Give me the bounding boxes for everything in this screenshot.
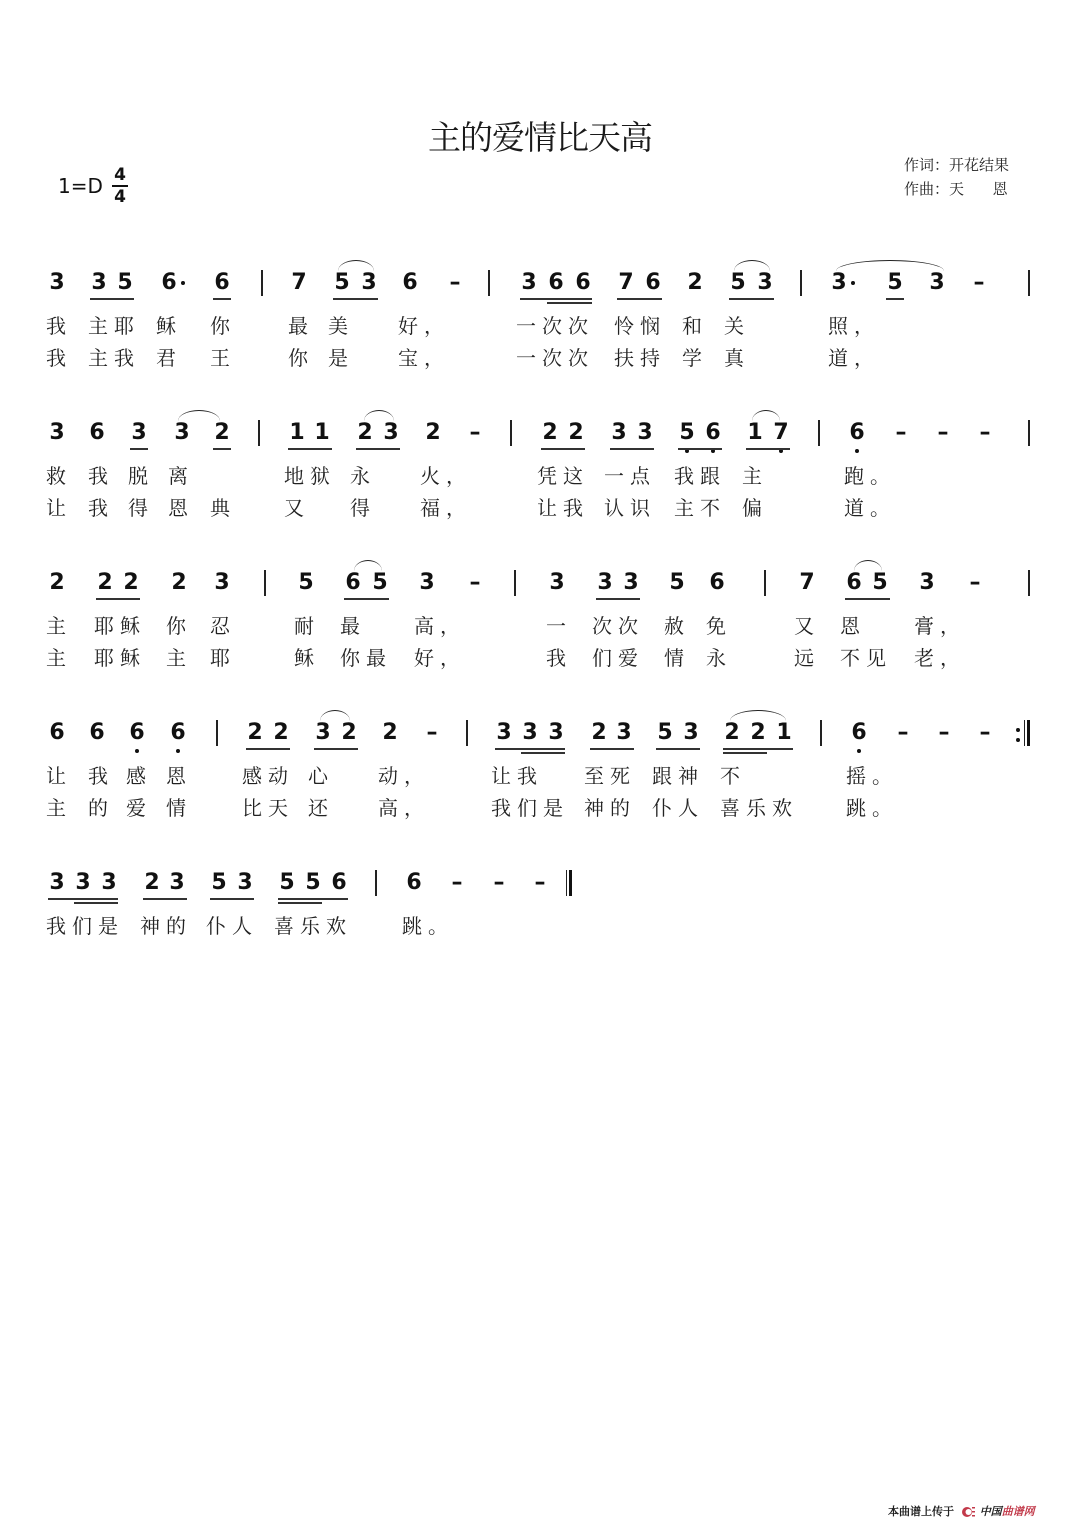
lyric-syllable: 免 <box>706 614 732 638</box>
note: 1 <box>776 720 792 745</box>
note: 3 <box>49 270 65 295</box>
dash-sustain: – <box>969 570 981 595</box>
lyric-syllable: 离 <box>168 464 194 488</box>
lyric-syllable: 喜乐欢 <box>274 914 352 938</box>
lyric-syllable: 最 <box>340 614 366 638</box>
note: 5 <box>372 570 388 595</box>
lyric-syllable: 仆人 <box>206 914 258 938</box>
note: 5 <box>887 270 903 295</box>
beam-underline <box>278 898 348 900</box>
note: 6 <box>548 270 564 295</box>
note: 2 <box>591 720 607 745</box>
lyric-syllable: 远 <box>794 646 820 670</box>
barline <box>820 720 822 746</box>
lyric-syllable: 主我 <box>88 346 140 370</box>
repeat-barline-thin <box>1024 720 1025 746</box>
lyric-syllable: 主 <box>46 614 72 638</box>
lyric-syllable: 主 <box>46 796 72 820</box>
note: 6 <box>575 270 591 295</box>
note: 2 <box>341 720 357 745</box>
lyric-syllable: 你 <box>288 346 314 370</box>
note: 2 <box>542 420 558 445</box>
time-signature <box>112 166 128 206</box>
note: 3 <box>361 270 377 295</box>
slur-tie <box>854 560 882 571</box>
note: 3 <box>91 270 107 295</box>
lyric-syllable: 我 <box>546 646 572 670</box>
lyric-syllable: 动， <box>378 764 430 788</box>
lyric-syllable: 赦 <box>664 614 690 638</box>
barline <box>800 270 802 296</box>
beam-underline <box>48 898 118 900</box>
dash-sustain: – <box>979 720 991 745</box>
note: 2 <box>144 870 160 895</box>
lyric-syllable: 的 <box>88 796 114 820</box>
note: 6 <box>704 418 722 448</box>
beam-underline <box>520 298 592 300</box>
beam-underline <box>729 298 774 300</box>
note: 3 <box>637 420 653 445</box>
credits <box>904 153 1009 201</box>
note: 1 <box>747 420 763 445</box>
beam-underline <box>90 298 134 300</box>
final-barline-thick <box>569 870 572 896</box>
lyric-syllable: 我 <box>46 314 72 338</box>
score-row <box>0 418 1080 548</box>
dash-sustain: – <box>895 420 907 445</box>
dash-sustain: – <box>449 270 461 295</box>
note: 3 <box>131 420 147 445</box>
score-row <box>0 718 1080 848</box>
lyric-syllable: 主 <box>166 646 192 670</box>
lyric-syllable: 一点 <box>604 464 656 488</box>
lyric-syllable: 永 <box>350 464 376 488</box>
lyric-syllable: 最 <box>288 314 314 338</box>
note: 2 <box>357 420 373 445</box>
lyric-syllable: 仆人 <box>652 796 704 820</box>
score-row <box>0 268 1080 398</box>
lyric-syllable: 神的 <box>140 914 192 938</box>
barline <box>264 570 266 596</box>
note: 3 <box>623 570 639 595</box>
note: 5 <box>657 720 673 745</box>
lyric-syllable: 跑。 <box>844 464 896 488</box>
barline <box>216 720 218 746</box>
beam-underline <box>213 448 231 450</box>
lyric-syllable: 我跟 <box>674 464 726 488</box>
barline <box>488 270 490 296</box>
lyric-syllable: 膏， <box>914 614 966 638</box>
note: 2 <box>750 720 766 745</box>
lyric-syllable: 比天 <box>242 796 294 820</box>
lyric-syllable: 道， <box>828 346 880 370</box>
lyric-syllable: 高， <box>378 796 430 820</box>
time-denominator: 4 <box>114 187 126 207</box>
lyric-syllable: 脱 <box>128 464 154 488</box>
lyric-syllable: 我 <box>88 496 114 520</box>
lyric-syllable: 让我 <box>491 764 543 788</box>
note: 3 <box>315 720 331 745</box>
note: 6 <box>846 570 862 595</box>
lyric-syllable: 扶持 <box>614 346 666 370</box>
lyric-syllable: 得 <box>128 496 154 520</box>
lower-octave-dot <box>176 749 180 753</box>
lyric-syllable: 让我 <box>537 496 589 520</box>
dash-sustain: – <box>451 870 463 895</box>
note: 2 <box>425 420 441 445</box>
lyric-syllable: 怜悯 <box>614 314 666 338</box>
note: 3 <box>757 270 773 295</box>
lyric-syllable: 好， <box>398 314 450 338</box>
lyric-syllable: 真 <box>724 346 750 370</box>
score-row <box>0 568 1080 698</box>
time-numerator: 4 <box>114 165 126 185</box>
dash-sustain: – <box>469 420 481 445</box>
lower-octave-dot <box>135 749 139 753</box>
lyric-syllable: 我们是 <box>46 914 124 938</box>
beam-underline <box>333 298 378 300</box>
lyric-syllable: 好， <box>414 646 466 670</box>
note: 1 <box>289 420 305 445</box>
beam-underline <box>130 448 148 450</box>
note: 6 <box>848 418 866 448</box>
note: 3 <box>597 570 613 595</box>
barline <box>818 420 820 446</box>
dash-sustain: – <box>973 270 985 295</box>
note: 3 <box>496 720 512 745</box>
lyric-syllable: 不见 <box>840 646 892 670</box>
note: 6 <box>214 270 230 295</box>
note: 3 <box>214 570 230 595</box>
lyric-syllable: 情 <box>664 646 690 670</box>
note: 3 <box>522 720 538 745</box>
note: 6 <box>169 718 187 748</box>
barline <box>764 570 766 596</box>
brand-name-red: 曲谱网 <box>1001 1505 1035 1518</box>
lyric-syllable: 你 <box>166 614 192 638</box>
lyric-syllable: 摇。 <box>846 764 898 788</box>
lyric-syllable: 高， <box>414 614 466 638</box>
lyric-syllable: 心 <box>308 764 334 788</box>
composer: 作曲：天 恩 <box>904 180 1008 198</box>
lyric-syllable: 们爱 <box>592 646 644 670</box>
note: 2 <box>568 420 584 445</box>
dash-sustain: – <box>897 720 909 745</box>
note: 5 <box>678 418 696 448</box>
lyric-syllable: 主不 <box>674 496 726 520</box>
dash-sustain: – <box>493 870 505 895</box>
lyric-syllable: 一次次 <box>516 314 594 338</box>
barline <box>261 270 263 296</box>
note: 6 <box>89 720 105 745</box>
barline <box>466 720 468 746</box>
note: 2 <box>49 570 65 595</box>
lyric-syllable: 关 <box>724 314 750 338</box>
lyric-syllable: 跳。 <box>402 914 454 938</box>
barline <box>375 870 377 896</box>
lyric-syllable: 福， <box>420 496 472 520</box>
note: 5 <box>279 870 295 895</box>
brand-logo-icon <box>962 1506 976 1518</box>
note: 3 <box>548 720 564 745</box>
barline <box>1028 420 1030 446</box>
lyric-syllable: 和 <box>682 314 708 338</box>
note: 2 <box>273 720 289 745</box>
beam-underline <box>678 448 722 450</box>
note: 6 <box>406 870 422 895</box>
lyric-syllable: 恩 <box>168 496 194 520</box>
lyric-syllable: 你最 <box>340 646 392 670</box>
lyric-syllable: 耶稣 <box>94 614 146 638</box>
lyric-syllable: 耶稣 <box>94 646 146 670</box>
lyric-syllable: 我 <box>46 346 72 370</box>
lyric-syllable: 次次 <box>592 614 644 638</box>
lower-octave-dot <box>855 449 859 453</box>
dash-sustain: – <box>938 720 950 745</box>
lyric-syllable: 稣 <box>294 646 320 670</box>
note: 5 <box>730 270 746 295</box>
lyric-syllable: 还 <box>308 796 334 820</box>
beam-underline <box>617 298 662 300</box>
beam-underline <box>596 598 640 600</box>
beam-underline <box>845 598 890 600</box>
note: 6 <box>709 570 725 595</box>
lyric-syllable: 我们是 <box>491 796 569 820</box>
barline <box>510 420 512 446</box>
note: 6 <box>128 718 146 748</box>
beam-underline <box>547 302 592 304</box>
lyricist: 作词：开花结果 <box>904 156 1010 174</box>
note: 3 <box>929 270 945 295</box>
beam-underline <box>344 598 389 600</box>
lyric-syllable: 感动 <box>242 764 294 788</box>
lyric-syllable: 感 <box>126 764 152 788</box>
dash-sustain: – <box>979 420 991 445</box>
note: 6 <box>850 718 868 748</box>
note: 2 <box>382 720 398 745</box>
note: 5 <box>117 270 133 295</box>
note: 5 <box>872 570 888 595</box>
beam-underline <box>356 448 400 450</box>
footer-watermark <box>888 1503 1035 1519</box>
lyric-syllable: 火， <box>420 464 472 488</box>
lyric-syllable: 凭这 <box>537 464 589 488</box>
note: 3 <box>383 420 399 445</box>
note: 2 <box>97 570 113 595</box>
dash-sustain: – <box>534 870 546 895</box>
lyric-syllable: 主 <box>46 646 72 670</box>
lyric-syllable: 又 <box>794 614 820 638</box>
key-label: 1=D <box>58 174 103 198</box>
note: 3 <box>831 270 847 295</box>
note: 3 <box>49 870 65 895</box>
beam-underline <box>74 902 118 904</box>
slur-tie <box>354 560 382 571</box>
lyric-syllable: 跳。 <box>846 796 898 820</box>
lyric-syllable: 又 <box>284 496 310 520</box>
lyric-syllable: 君 <box>156 346 182 370</box>
slur-tie <box>836 260 944 271</box>
beam-underline <box>590 748 634 750</box>
lyric-syllable: 喜乐欢 <box>720 796 798 820</box>
note: 7 <box>772 418 790 448</box>
lyric-syllable: 稣 <box>156 314 182 338</box>
brand-name-dark: 中国 <box>979 1505 1002 1518</box>
lyric-syllable: 得 <box>350 496 376 520</box>
note: 3 <box>549 570 565 595</box>
note: 5 <box>298 570 314 595</box>
note: 2 <box>687 270 703 295</box>
lyric-syllable: 永 <box>706 646 732 670</box>
barline <box>1028 270 1030 296</box>
lyric-syllable: 恩 <box>840 614 866 638</box>
note: 3 <box>611 420 627 445</box>
lyric-syllable: 道。 <box>844 496 896 520</box>
final-barline-thin <box>566 870 567 896</box>
lyric-syllable: 一次次 <box>516 346 594 370</box>
slur-tie <box>730 710 786 721</box>
lyric-syllable: 让 <box>46 764 72 788</box>
note: 6 <box>345 570 361 595</box>
dash-sustain: – <box>937 420 949 445</box>
lyric-syllable: 照， <box>828 314 880 338</box>
barline <box>1028 570 1030 596</box>
repeat-dot <box>1016 738 1020 742</box>
beam-underline <box>246 748 290 750</box>
note: 1 <box>314 420 330 445</box>
note: 6 <box>331 870 347 895</box>
lyric-syllable: 美 <box>328 314 354 338</box>
lyric-syllable: 耐 <box>294 614 320 638</box>
lyric-syllable: 爱 <box>126 796 152 820</box>
note: 5 <box>669 570 685 595</box>
lyric-syllable: 是 <box>328 346 354 370</box>
beam-underline <box>278 902 322 904</box>
slur-tie <box>178 410 220 421</box>
beam-underline <box>541 448 585 450</box>
lower-octave-dot <box>857 749 861 753</box>
note: 6 <box>645 270 661 295</box>
score-row <box>0 868 1080 998</box>
slur-tie <box>734 260 770 271</box>
note: 7 <box>618 270 634 295</box>
lyric-syllable: 认识 <box>604 496 656 520</box>
lyric-syllable: 耶 <box>210 646 236 670</box>
lyric-syllable: 跟神 <box>652 764 704 788</box>
beam-underline <box>314 748 358 750</box>
lyric-syllable: 不 <box>720 764 746 788</box>
note: 6 <box>402 270 418 295</box>
note: 6 <box>161 270 177 295</box>
note: 2 <box>214 420 230 445</box>
beam-underline <box>723 752 767 754</box>
barline <box>258 420 260 446</box>
beam-underline <box>495 748 565 750</box>
note: 3 <box>174 420 190 445</box>
beam-underline <box>213 298 231 300</box>
dash-sustain: – <box>426 720 438 745</box>
lyric-syllable: 你 <box>210 314 236 338</box>
lyric-syllable: 至死 <box>584 764 636 788</box>
lyric-syllable: 典 <box>210 496 236 520</box>
note: 3 <box>683 720 699 745</box>
lyric-syllable: 恩 <box>166 764 192 788</box>
lyric-syllable: 偏 <box>742 496 768 520</box>
beam-underline <box>656 748 700 750</box>
note: 5 <box>211 870 227 895</box>
beam-underline <box>723 748 793 750</box>
slur-tie <box>320 710 350 721</box>
upload-text: 本曲谱上传于 <box>888 1505 954 1518</box>
lyric-syllable: 我 <box>88 464 114 488</box>
note: 3 <box>49 420 65 445</box>
lyric-syllable: 救 <box>46 464 72 488</box>
repeat-barline-thick <box>1027 720 1030 746</box>
note: 3 <box>101 870 117 895</box>
lyric-syllable: 王 <box>210 346 236 370</box>
lyric-syllable: 忍 <box>210 614 236 638</box>
note: 2 <box>123 570 139 595</box>
beam-underline <box>288 448 332 450</box>
lyric-syllable: 让 <box>46 496 72 520</box>
note: 3 <box>616 720 632 745</box>
beam-underline <box>96 598 140 600</box>
barline <box>514 570 516 596</box>
note: 2 <box>171 570 187 595</box>
note: 3 <box>237 870 253 895</box>
beam-underline <box>521 752 565 754</box>
note: 2 <box>247 720 263 745</box>
repeat-dot <box>1016 728 1020 732</box>
lyric-syllable: 神的 <box>584 796 636 820</box>
lyric-syllable: 老， <box>914 646 966 670</box>
lyric-syllable: 情 <box>166 796 192 820</box>
augmentation-dot <box>181 281 185 285</box>
note: 6 <box>49 720 65 745</box>
beam-underline <box>886 298 904 300</box>
note: 5 <box>334 270 350 295</box>
slur-tie <box>338 260 374 271</box>
score-title: 主的爱情比天高 <box>428 118 652 157</box>
note: 3 <box>521 270 537 295</box>
note: 3 <box>75 870 91 895</box>
lyric-syllable: 主耶 <box>88 314 140 338</box>
note: 5 <box>305 870 321 895</box>
beam-underline <box>210 898 254 900</box>
note: 3 <box>419 570 435 595</box>
dash-sustain: – <box>469 570 481 595</box>
lyric-syllable: 学 <box>682 346 708 370</box>
lyric-syllable: 一 <box>546 614 572 638</box>
augmentation-dot <box>851 281 855 285</box>
note: 2 <box>724 720 740 745</box>
note: 7 <box>799 570 815 595</box>
lyric-syllable: 我 <box>88 764 114 788</box>
lyric-syllable: 宝， <box>398 346 450 370</box>
slur-tie <box>752 410 780 421</box>
slur-tie <box>364 410 394 421</box>
beam-underline <box>746 448 790 450</box>
note: 7 <box>291 270 307 295</box>
beam-underline <box>610 448 654 450</box>
note: 3 <box>919 570 935 595</box>
lyric-syllable: 地狱 <box>284 464 336 488</box>
note: 3 <box>169 870 185 895</box>
note: 6 <box>89 420 105 445</box>
lyric-syllable: 主 <box>742 464 768 488</box>
beam-underline <box>143 898 187 900</box>
